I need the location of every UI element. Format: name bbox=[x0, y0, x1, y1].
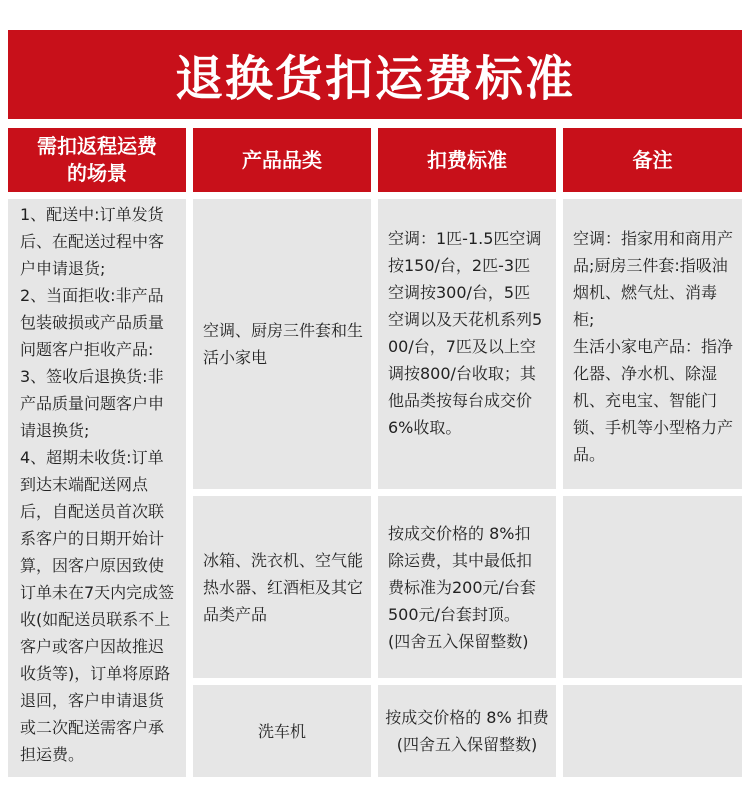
header-note: 备注 bbox=[563, 128, 742, 192]
row3-note bbox=[563, 685, 742, 777]
row2-note bbox=[563, 496, 742, 678]
row1-note: 空调：指家用和商用产品;厨房三件套:指吸油烟机、燃气灶、消毒柜; 生活小家电产品：指净化器、净水机、除湿机、充电宝、智能门锁、手机等小型格力产品。 bbox=[563, 199, 742, 489]
header-fee: 扣费标准 bbox=[378, 128, 556, 192]
row2-fee-text: 按成交价格的 8%扣除运费，其中最低扣费标准为200元/台套500元/台套封顶。 (四舍五入保留整数) bbox=[388, 523, 536, 651]
header-scenario: 需扣返程运费的场景 bbox=[8, 128, 186, 192]
row3-category-text: 洗车机 bbox=[257, 721, 306, 741]
row3-fee-text: 按成交价格的 8% 扣费 (四舍五入保留整数) bbox=[385, 708, 549, 754]
row3-category bbox=[193, 685, 371, 777]
row2-fee bbox=[378, 496, 556, 678]
row2-category bbox=[193, 496, 371, 678]
row2-category-text: 冰箱、洗衣机、空气能热水器、红酒柜及其它品类产品 bbox=[203, 550, 364, 624]
row3-fee bbox=[378, 685, 556, 777]
row1-category-text: 空调、厨房三件套和生活小家电 bbox=[203, 321, 364, 367]
header-category: 产品品类 bbox=[193, 128, 371, 192]
page-title: 退换货扣运费标准 bbox=[8, 30, 742, 119]
row1-fee: 空调：1匹-1.5匹空调按150/台，2匹-3匹空调按300/台，5匹空调以及天花机系列500/台，7匹及以上空调按800/台收取；其他品类按每台成交价6%收取。 bbox=[378, 199, 556, 489]
row1-category bbox=[193, 199, 371, 489]
scenario-cell: 1、配送中:订单发货后、在配送过程中客户申请退货; 2、当面拒收:非产品包装破损或产品质量问题客户拒收产品: 3、签收后退换货:非产品质量问题客户申请退换货; 4、超期未收货:订单到达末端配送网点后，自配送员首次联系客户的日期开始计算，因客户原因致使订单未在7天内完成签收(如配送员联系不上客户或客户因故推迟收货等)，订单将原路退回，客户申请退货或二次配送需客户承担运费。 bbox=[8, 199, 186, 777]
